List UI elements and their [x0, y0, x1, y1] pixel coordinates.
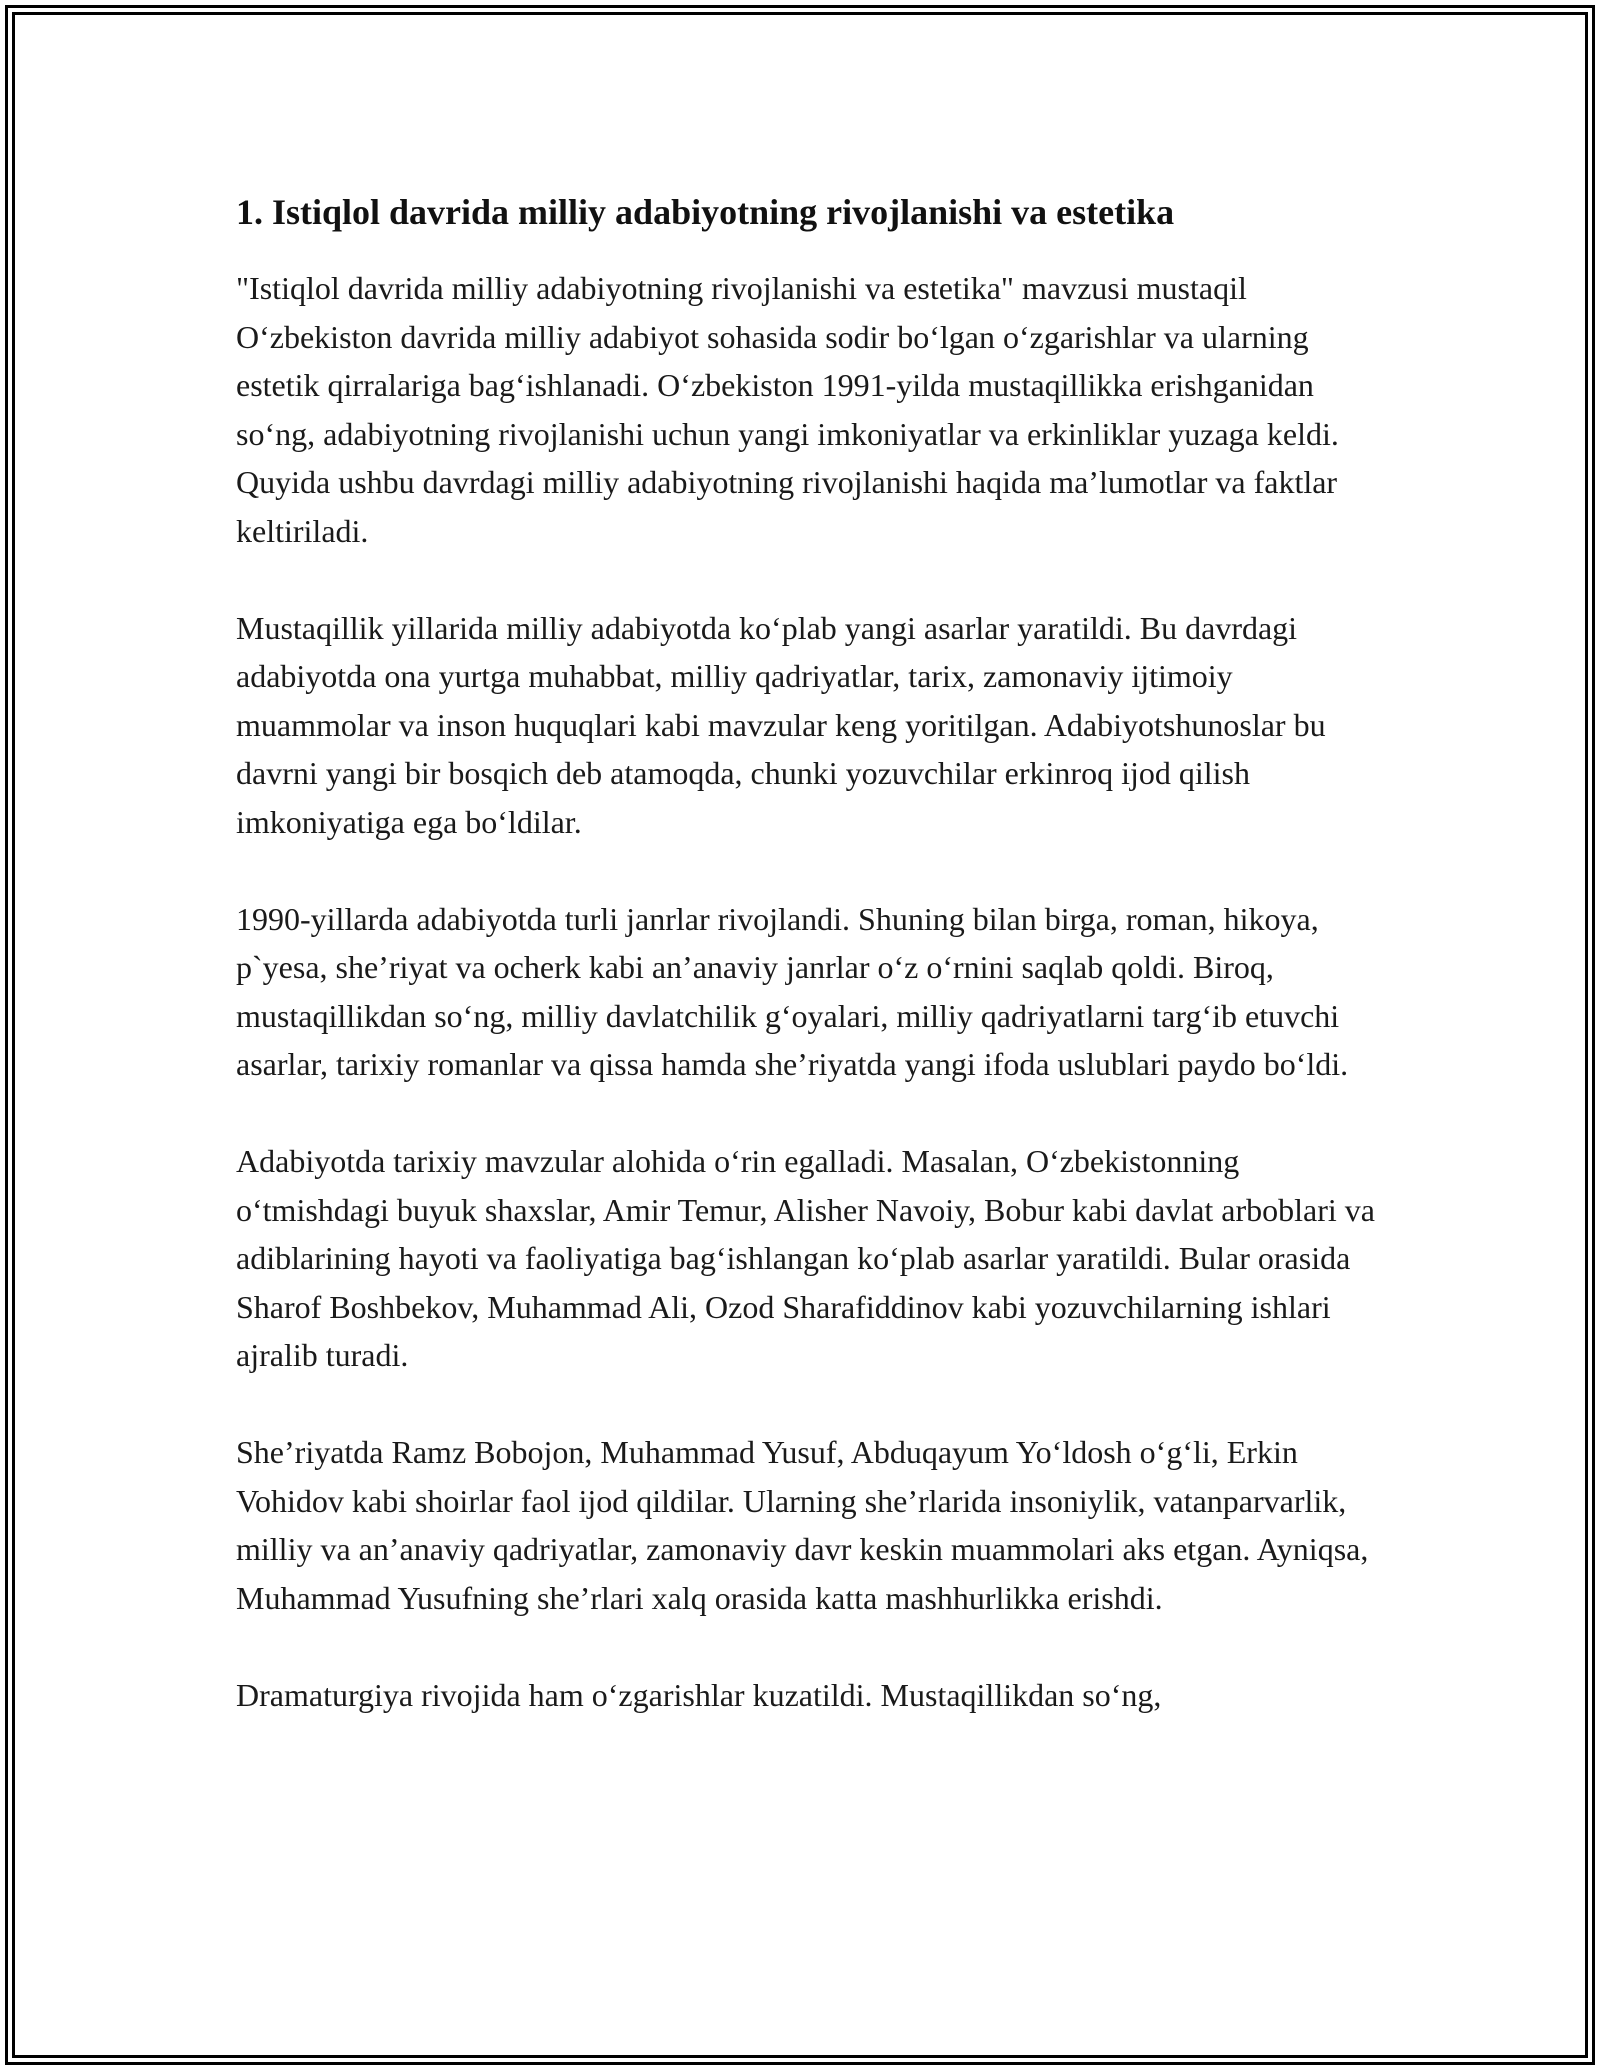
paragraph-2: Mustaqillik yillarida milliy adabiyotda ko‘plab yangi asarlar yaratildi. Bu davrdagi adabiyotda ona yurtga muhabbat, milliy qadriyatlar, tarix, zamonaviy ijtimoiy muammolar va inson huquqlari kabi mavzular keng yoritilgan. Adabiyotshunoslar bu davrni yangi bir bosqich deb atamoqda, chunki yozuvchilar erkinroq ijod qilish imkoniyatiga ega bo‘ldilar. — [236, 609, 1326, 840]
paragraph-4: Adabiyotda tarixiy mavzular alohida o‘rin egalladi. Masalan, O‘zbekistonning o‘tmishdagi buyuk shaxslar, Amir Temur, Alisher Navoiy, Bobur kabi davlat arboblari va adiblarining hayoti va faoliyatiga bag‘ishlangan ko‘plab asarlar yaratildi. Bular orasida Sharof Boshbekov, Muhammad Ali, Ozod Sharafiddinov kabi yozuvchilarning ishlari ajralib turadi. — [236, 1143, 1375, 1373]
document-body — [236, 188, 1376, 1768]
paragraph-6: Dramaturgiya rivojida ham o‘zgarishlar kuzatildi. Mustaqillikdan so‘ng, — [236, 1676, 1162, 1713]
paragraph-3: 1990-yillarda adabiyotda turli janrlar rivojlandi. Shuning bilan birga, roman, hikoya, p`yesa, she’riyat va ocherk kabi an’anaviy janrlar o‘z o‘rnini saqlab qoldi. Biroq, mustaqillikdan so‘ng, milliy davlatchilik g‘oyalari, milliy qadriyatlarni targ‘ib etuvchi asarlar, tarixiy romanlar va qissa hamda she’riyatda yangi ifoda uslublari paydo bo‘ldi. — [236, 900, 1349, 1082]
section-heading: 1. Istiqlol davrida milliy adabiyotning rivojlanishi va estetika — [236, 192, 1175, 232]
paragraph-5: She’riyatda Ramz Bobojon, Muhammad Yusuf, Abduqayum Yo‘ldosh o‘g‘li, Erkin Vohidov kabi shoirlar faol ijod qildilar. Ularning she’rlarida insoniylik, vatanparvarlik, milliy va an’anaviy qadriyatlar, zamonaviy davr keskin muammolari aks etgan. Ayniqsa, Muhammad Yusufning she’rlari xalq orasida katta mashhurlikka erishdi. — [236, 1434, 1369, 1616]
paragraph-1: "Istiqlol davrida milliy adabiyotning rivojlanishi va estetika" mavzusi mustaqil O‘zbekiston davrida milliy adabiyot sohasida sodir bo‘lgan o‘zgarishlar va ularning estetik qirralariga bag‘ishlanadi. O‘zbekiston 1991-yilda mustaqillikka erishganidan so‘ng, adabiyotning rivojlanishi uchun yangi imkoniyatlar va erkinliklar yuzaga keldi. Quyida ushbu davrdagi milliy adabiyotning rivojlanishi haqida ma’lumotlar va faktlar keltiriladi. — [236, 270, 1339, 549]
